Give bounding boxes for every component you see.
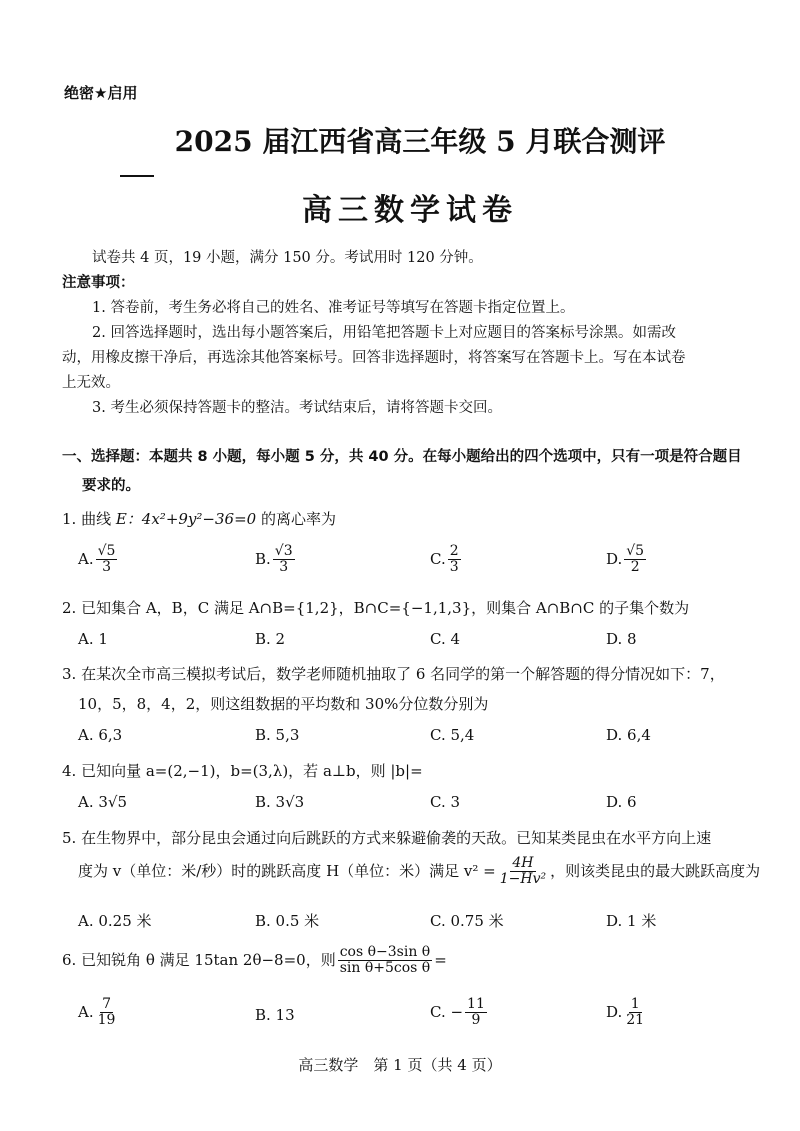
question-3-option-a: A. 6,3 (78, 726, 123, 744)
question-1-option-a: A. $\frac{√5}{3}$ (78, 543, 116, 576)
question-2-option-d: D. 8 (606, 630, 637, 648)
exam-intro: 试卷共 4 页，19 小题，满分 150 分。考试用时 120 分钟。 (92, 250, 483, 266)
question-4-option-b: B. 3√3 (255, 793, 305, 811)
binding-line-mark (120, 175, 154, 177)
question-4-stem: 4. 已知向量 a=(2,−1)，b=(3,λ)，若 a⊥b，则 |b|= (62, 762, 423, 780)
note-item-3: 3. 考生必须保持答题卡的整洁。考试结束后，请将答题卡交回。 (92, 400, 502, 416)
question-3-option-c: C. 5,4 (430, 726, 475, 744)
question-3-stem-line1: 3. 在某次全市高三模拟考试后，数学老师随机抽取了 6 名同学的第一个解答题的得分情况如下：7， (62, 665, 725, 683)
question-4-option-c: C. 3 (430, 793, 461, 811)
confidential-label: 绝密★启用 (64, 84, 138, 102)
question-6-stem: 6. 已知锐角 θ 满足 15tan 2θ−8=0，则 $\frac{\text{cos θ−3sin θ}}{\text{sin θ+5cos θ}}$ = (62, 944, 447, 977)
question-5-option-d: D. 1 米 (606, 912, 657, 930)
question-1-option-d: D. $\frac{√5}{2}$ (606, 543, 645, 576)
question-5-option-a: A. 0.25 米 (78, 912, 152, 930)
question-6-option-c: C. − $\frac{11}{9}$ (430, 996, 485, 1029)
question-4-option-a: A. 3√5 (78, 793, 128, 811)
question-5-stem-line1: 5. 在生物界中，部分昆虫会通过向后跳跃的方式来躲避偷袭的天敌。已知某类昆虫在水平方向上速 (62, 829, 712, 847)
question-1-option-b: B. $\frac{√3}{3}$ (255, 543, 293, 576)
question-6-option-a: A. $\frac{7}{19}$ (78, 996, 116, 1029)
question-2-option-b: B. 2 (255, 630, 286, 648)
question-6-option-d: D. $\frac{1}{21}$ (606, 996, 645, 1029)
section-heading-line2: 要求的。 (82, 478, 140, 494)
question-5-option-c: C. 0.75 米 (430, 912, 504, 930)
section-heading-line1: 一、选择题：本题共 8 小题，每小题 5 分，共 40 分。在每小题给出的四个选项中，只有一项是符合题目 (62, 449, 742, 465)
question-1-stem: 1. 曲线 E：4x²+9y²−36=0 的离心率为 (62, 510, 336, 528)
note-item-2-line2: 动，用橡皮擦干净后，再选涂其他答案标号。回答非选择题时，将答案写在答题卡上。写在本试卷 (62, 350, 686, 366)
question-3-stem-line2: 10，5，8，4，2，则这组数据的平均数和 30%分位数分别为 (78, 695, 489, 713)
note-item-2-line3: 上无效。 (62, 375, 120, 391)
question-6-option-b: B. 13 (255, 1006, 295, 1024)
question-2-option-c: C. 4 (430, 630, 461, 648)
question-4-option-d: D. 6 (606, 793, 637, 811)
question-3-option-d: D. 6,4 (606, 726, 651, 744)
question-5-stem-line2: 度为 v（单位：米/秒）时的跳跃高度 H（单位：米）满足 v² = $\frac{4H}{\text{1−Hv²}}$ ，则该类昆虫的最大跳跃高度为 (78, 855, 761, 888)
question-3-option-b: B. 5,3 (255, 726, 300, 744)
question-5-option-b: B. 0.5 米 (255, 912, 320, 930)
exam-title: 2025 届江西省高三年级 5 月联合测评 (174, 125, 666, 158)
question-2-stem: 2. 已知集合 A，B，C 满足 A∩B={1,2}，B∩C={−1,1,3}，则集合 A∩B∩C 的子集个数为 (62, 599, 690, 617)
question-2-option-a: A. 1 (78, 630, 108, 648)
note-item-2-line1: 2. 回答选择题时，选出每小题答案后，用铅笔把答题卡上对应题目的答案标号涂黑。如需改 (92, 325, 676, 341)
note-item-1: 1. 答卷前，考生务必将自己的姓名、准考证号等填写在答题卡指定位置上。 (92, 300, 575, 316)
page-footer: 高三数学 第 1 页（共 4 页） (298, 1056, 502, 1074)
notes-heading: 注意事项： (62, 275, 135, 291)
question-1-option-c: C. $\frac{2}{3}$ (430, 543, 459, 576)
exam-subtitle: 高三数学试卷 (302, 193, 518, 228)
